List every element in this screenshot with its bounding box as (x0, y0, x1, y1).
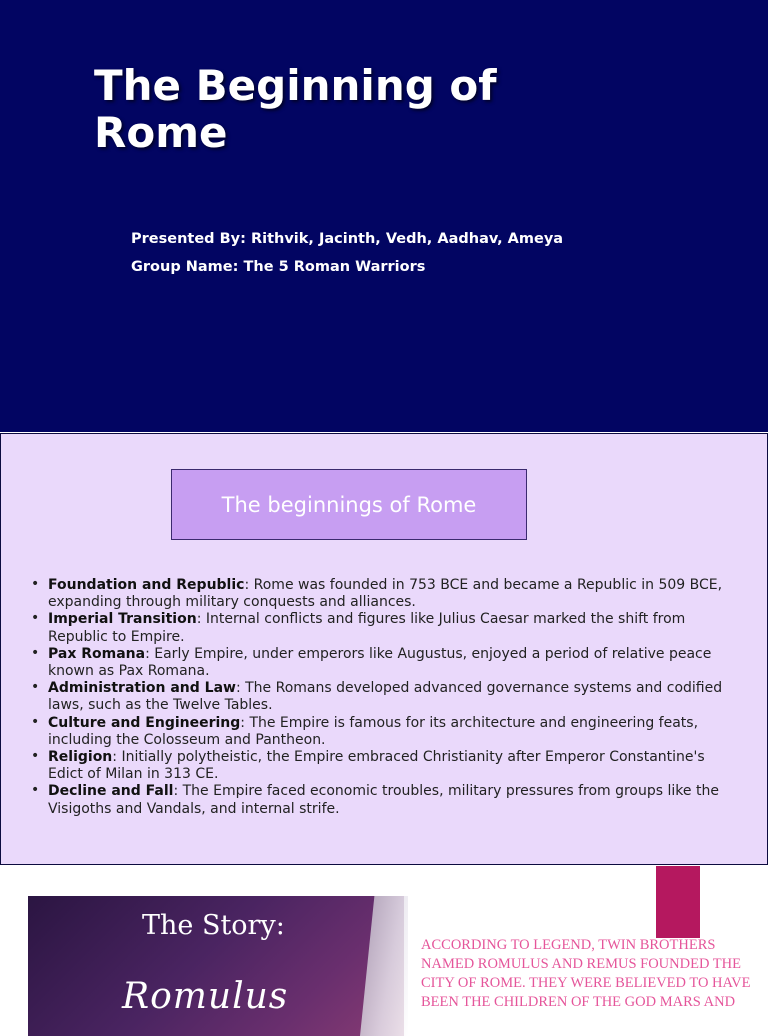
list-item-text: : Rome was founded in 753 BCE and became a Republic in 509 BCE, expanding through military conquests and alliances. (48, 577, 723, 611)
bullet-icon: • (31, 748, 40, 765)
legend-text: ACCORDING TO LEGEND, TWIN BROTHERS NAMED ROMULUS AND REMUS FOUNDED THE CITY OF ROME. THEY WERE BELIEVED TO HAVE BEEN THE CHILDREN OF THE GOD MARS AND (421, 937, 751, 1010)
list-item-term: Foundation and Republic (48, 577, 245, 593)
beginnings-slide (0, 433, 768, 865)
bullet-icon: • (31, 713, 40, 730)
bullet-list (29, 577, 739, 818)
list-item-term: Decline and Fall (48, 783, 174, 800)
bullet-icon: • (31, 782, 40, 799)
story-script-name: Romulus (122, 976, 289, 1017)
bullet-icon: • (31, 610, 40, 627)
accent-bar (656, 866, 700, 938)
list-item (29, 715, 739, 749)
bullet-icon: • (31, 644, 40, 661)
list-item-term: Pax Romana (48, 645, 146, 662)
list-item (29, 577, 739, 611)
title-slide (0, 0, 768, 432)
list-item-term: Administration and Law (48, 680, 236, 697)
group-name-line: Group Name: The 5 Roman Warriors (131, 259, 426, 275)
bullet-icon: • (31, 576, 40, 592)
story-title: The Story: (142, 910, 285, 941)
list-item-text: : The Empire is famous for its architecture and engineering feats, including the Colosseum and Pantheon. (48, 714, 699, 748)
presenters-line: Presented By: Rithvik, Jacinth, Vedh, Aadhav, Ameya (131, 231, 564, 247)
slide-title (94, 62, 614, 156)
list-item (29, 680, 739, 714)
title-line-1: The Beginning of (94, 61, 497, 110)
list-item (29, 783, 739, 817)
list-item-text: : Initially polytheistic, the Empire embraced Christianity after Emperor Constantine's Edict of Milan in 313 CE. (48, 749, 705, 783)
list-item-text: : The Romans developed advanced governance systems and codified laws, such as the Twelve Tables. (48, 680, 723, 714)
list-item (29, 749, 739, 783)
list-item-term: Imperial Transition (48, 611, 197, 628)
list-item-text: : Internal conflicts and figures like Julius Caesar marked the shift from Republic to Empire. (48, 611, 686, 645)
list-item-term: Culture and Engineering (48, 714, 241, 731)
story-slide (0, 866, 768, 1024)
slide-heading-box (171, 469, 527, 540)
bullet-icon: • (31, 679, 40, 696)
list-item-term: Religion (48, 749, 113, 766)
list-item (29, 611, 739, 645)
list-item-text: : The Empire faced economic troubles, military pressures from groups like the Visigoths and Vandals, and internal strife. (48, 783, 719, 817)
list-item-text: : Early Empire, under emperors like Augustus, enjoyed a period of relative peace known as Pax Romana. (48, 645, 712, 680)
title-line-2: Rome (94, 108, 228, 157)
slide-heading: The beginnings of Rome (221, 492, 477, 517)
list-item (29, 646, 739, 680)
